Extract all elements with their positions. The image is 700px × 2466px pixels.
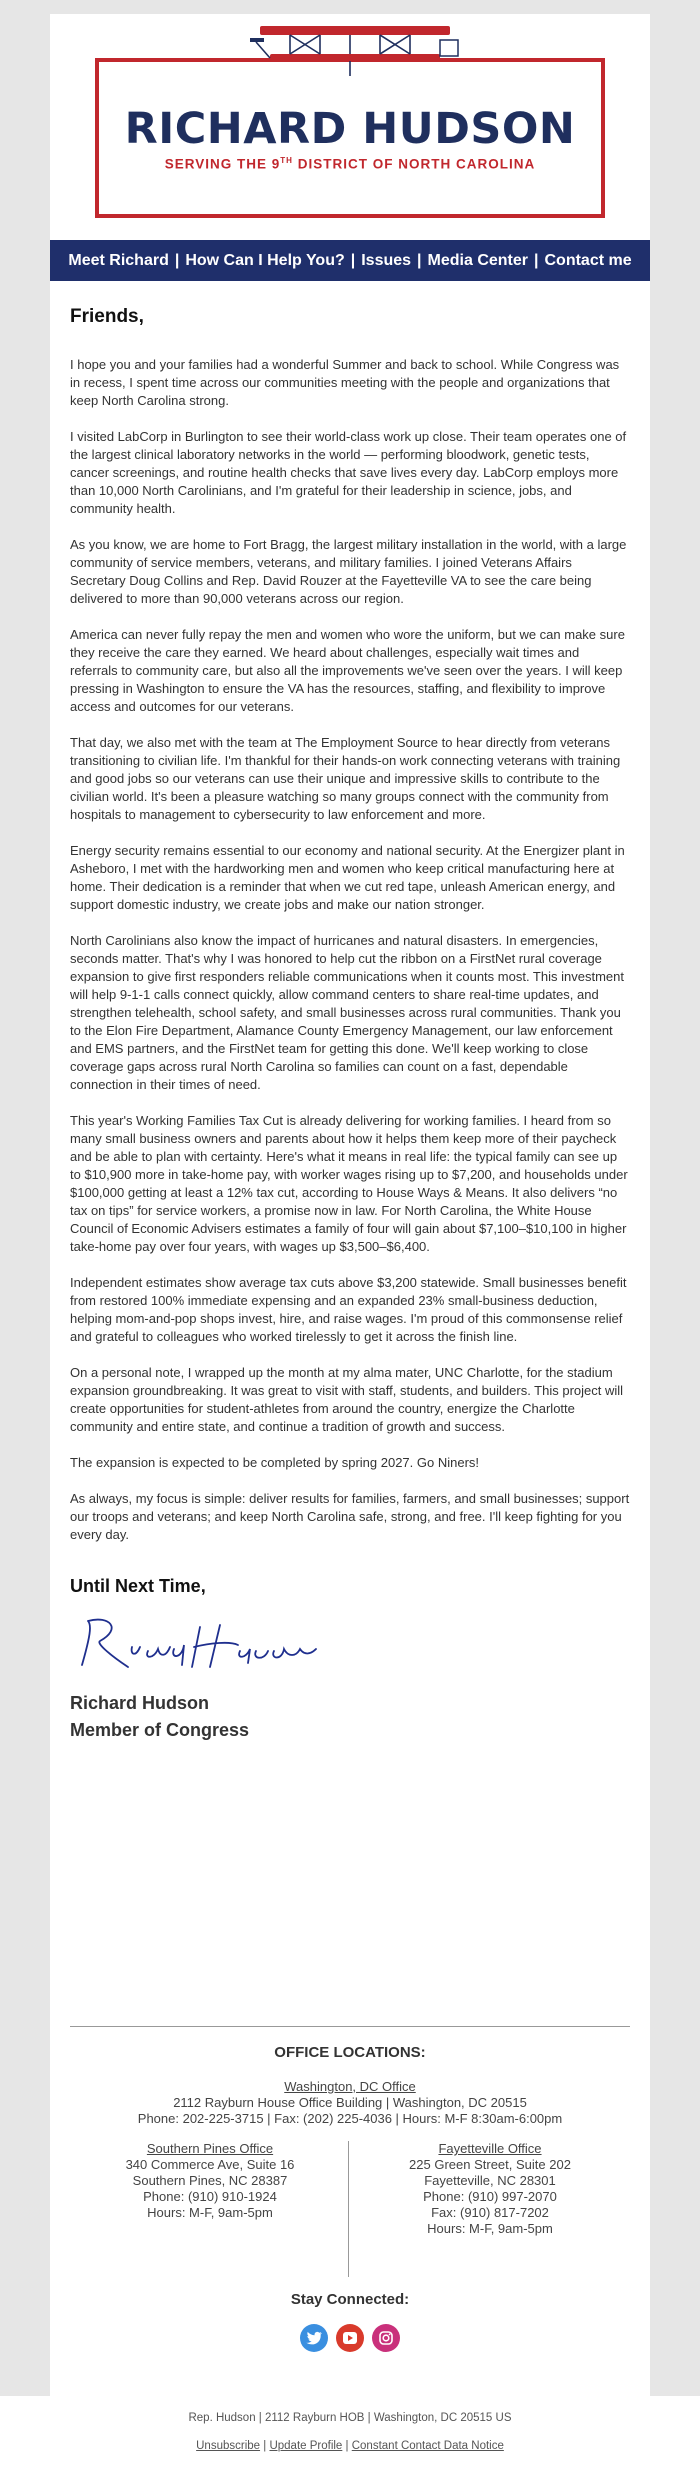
fayetteville-fax: Fax: (910) 817-7202 <box>431 2205 549 2220</box>
fayetteville-line1: 225 Green Street, Suite 202 <box>409 2157 571 2172</box>
southern-pines-hours: Hours: M-F, 9am-5pm <box>147 2205 273 2220</box>
footer-links <box>0 2440 700 2452</box>
paragraph: On a personal note, I wrapped up the month at my alma mater, UNC Charlotte, for the stadium expansion groundbreaking. It was great to visit with staff, students, and builders. This project will create opportunities for student-athletes from around the country, energize the Charlotte community and entire state, and continue a tradition of growth and success. <box>70 1365 624 1434</box>
footer-separator: | <box>263 2440 267 2452</box>
header-logo <box>50 14 650 240</box>
instagram-icon[interactable] <box>372 2324 400 2352</box>
greeting: Friends, <box>70 306 144 327</box>
fayetteville-hours: Hours: M-F, 9am-5pm <box>427 2221 553 2236</box>
paragraph: As always, my focus is simple: deliver results for families, farmers, and small businesses; support our troops and veterans; and keep North Carolina safe, strong, and free. I'll keep fighting for you every day. <box>70 1491 630 1542</box>
nav-separator: | <box>174 251 180 269</box>
dc-office-link[interactable]: Washington, DC Office <box>284 2079 416 2094</box>
offices-heading: OFFICE LOCATIONS: <box>274 2044 426 2061</box>
fayetteville-office <box>350 2141 630 2237</box>
closing-line: Until Next Time, <box>70 1576 206 1596</box>
email-card <box>50 14 650 2396</box>
paragraph: Energy security remains essential to our economy and national security. At the Energizer plant in Asheboro, I met with the hardworking men and women who keep critical manufacturing here at home. Their dedication is a reminder that when we cut red tape, unleash American energy, and support domestic industry, we create jobs and make our nation stronger. <box>70 843 625 912</box>
paragraph: That day, we also met with the team at The Employment Source to hear directly from veterans transitioning to civilian life. I'm thankful for their hands-on work connecting veterans with training and good jobs so our veterans can use their unique and impressive skills to contribute to the civilian world. It's been a pleasure watching so many groups connect with the community from hospitals to management to cybersecurity to law enforcement and more. <box>70 735 621 822</box>
stay-connected-heading: Stay Connected: <box>290 2291 410 2308</box>
nav-separator: | <box>534 251 539 269</box>
nav-separator: | <box>417 251 422 269</box>
district-offices <box>50 2141 650 2277</box>
signer-name: Richard Hudson <box>70 1693 210 1713</box>
column-divider <box>348 2141 349 2277</box>
paragraph: The expansion is expected to be completed by spring 2027. Go Niners! <box>70 1455 480 1470</box>
footer-separator: | <box>345 2440 349 2452</box>
southern-pines-phone: Phone: (910) 910-1924 <box>143 2189 277 2204</box>
office-locations <box>50 2038 650 2352</box>
logo-title: RICHARD HUDSON <box>124 104 576 154</box>
twitter-icon[interactable] <box>300 2324 328 2352</box>
paragraph: America can never fully repay the men and women who wore the uniform, but we can make sure they receive the care they earned. We heard about challenges, especially wait times and referrals to community care, but also all the improvements we've seen over the years. I will keep pressing in Washington to ensure the VA has the resources, staffing, and flexibility to improve access and outcomes for our veterans. <box>70 627 625 714</box>
signature-image <box>70 1607 330 1687</box>
southern-pines-office <box>70 2141 350 2221</box>
fayetteville-line2: Fayetteville, NC 28301 <box>424 2173 556 2188</box>
footer-address: Rep. Hudson | 2112 Rayburn HOB | Washington, DC 20515 US <box>188 2412 512 2424</box>
email-footer <box>0 2396 700 2466</box>
southern-pines-office-link[interactable]: Southern Pines Office <box>146 2141 274 2156</box>
signer-title: Member of Congress <box>70 1720 250 1740</box>
paragraph: North Carolinians also know the impact of hurricanes and natural disasters. In emergencies, seconds matter. That's why I was honored to help cut the ribbon on a FirstNet rural coverage expansion to give first responders reliable communications when it counts most. This investment will help 9-1-1 calls connect quickly, allow command centers to share real-time updates, and strengthen telehealth, school safety, and small businesses across rural communities. Thank you to the Elon Fire Department, Alamance County Emergency Management, our law enforcement and EMS partners, and the FirstNet team for getting this done. We'll keep working to close coverage gaps across rural North Carolina so families can count on a fast, dependable connection in their times of need. <box>70 933 624 1092</box>
nav-issues[interactable]: Issues <box>361 251 412 269</box>
paragraph: This year's Working Families Tax Cut is already delivering for working families. I heard from so many small business owners and parents about how it helps them keep more of their paycheck and be able to plan with certainty. Here's what it means in real life: the typical family can see up to $10,900 more in take-home pay, with worker wages rising up to $7,200, and households under $100,000 getting at least a 12% tax cut, according to House Ways & Means. It also delivers “no tax on tips” for service workers, a promise now in law. For North Carolina, the White House Council of Economic Advisers estimates a family of four will gain about $7,100–$10,100 in higher take-home pay over four years, with wages up $3,500–$6,400. <box>70 1113 628 1254</box>
youtube-icon[interactable] <box>336 2324 364 2352</box>
southern-pines-line1: 340 Commerce Ave, Suite 16 <box>125 2157 295 2172</box>
nav-meet-richard[interactable]: Meet Richard <box>68 251 169 269</box>
paragraph: Independent estimates show average tax cuts above $3,200 statewide. Small businesses benefit from restored 100% immediate expensing and an expanded 23% small-business deduction, helping mom-and-pop shops invest, hire, and raise wages. I'm proud of this commonsense relief and grateful to colleagues who worked tirelessly to get it across the finish line. <box>70 1275 627 1344</box>
paragraph: I hope you and your families had a wonderful Summer and back to school. While Congress was in recess, I spent time across our communities meeting with the people and organizations that keep North Carolina strong. <box>70 357 620 408</box>
dc-office-address: 2112 Rayburn House Office Building | Washington, DC 20515 <box>173 2095 527 2110</box>
paragraph: I visited LabCorp in Burlington to see their world-class work up close. Their team operates one of the largest clinical laboratory networks in the world — performing bloodwork, genetic tests, cancer screenings, and routine health checks that save lives every day. LabCorp employs more than 10,000 North Carolinians, and I'm grateful for their leadership in science, jobs, and community health. <box>70 429 627 516</box>
nav-how-can-i-help[interactable]: How Can I Help You? <box>185 251 345 269</box>
top-nav <box>50 240 650 281</box>
fayetteville-office-link[interactable]: Fayetteville Office <box>438 2141 542 2156</box>
logo-tagline: SERVING THE 9TH DISTRICT OF NORTH CAROLINA <box>164 156 536 172</box>
airplane-icon <box>250 20 460 82</box>
nav-separator: | <box>350 251 356 269</box>
dc-office-contact: Phone: 202-225-3715 | Fax: (202) 225-4036 | Hours: M-F 8:30am-6:00pm <box>137 2111 563 2126</box>
paragraph: As you know, we are home to Fort Bragg, the largest military installation in the world, with a large community of service members, veterans, and military families. I joined Veterans Affairs Secretary Doug Collins and Rep. David Rouzer at the Fayetteville VA to see the care being delivered to more than 90,000 veterans across our region. <box>70 537 627 606</box>
unsubscribe-link[interactable]: Unsubscribe <box>196 2440 261 2452</box>
dc-office <box>50 2079 650 2127</box>
data-notice-link[interactable]: Constant Contact Data Notice <box>351 2440 504 2452</box>
social-links <box>50 2324 650 2352</box>
section-divider <box>70 2026 630 2027</box>
fayetteville-phone: Phone: (910) 997-2070 <box>423 2189 557 2204</box>
update-profile-link[interactable]: Update Profile <box>269 2440 343 2452</box>
nav-media-center[interactable]: Media Center <box>427 251 528 269</box>
letter-body <box>70 306 630 1741</box>
southern-pines-line2: Southern Pines, NC 28387 <box>132 2173 288 2188</box>
nav-contact-me[interactable]: Contact me <box>544 251 632 269</box>
